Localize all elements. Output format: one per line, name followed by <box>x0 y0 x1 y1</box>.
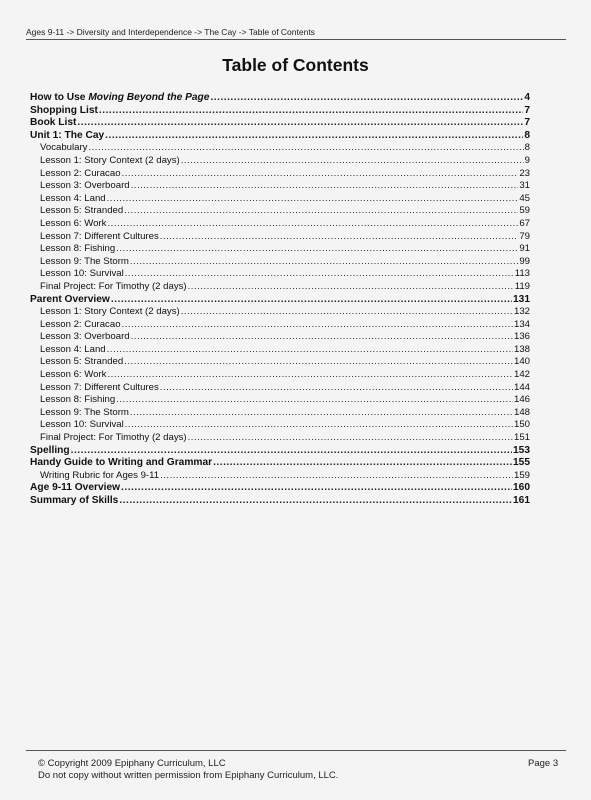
toc-entry <box>30 117 530 130</box>
dot-leader <box>99 105 523 118</box>
dot-leader <box>107 344 513 357</box>
toc-entry-title <box>30 105 98 118</box>
toc-entry <box>30 281 530 294</box>
toc-entry-text: Writing Rubric for Ages 9-11 <box>40 469 160 481</box>
toc-page-number: 134 <box>513 318 530 330</box>
toc-entry-text: Lesson 3: Overboard <box>40 180 130 192</box>
toc-entry-text: Lesson 9: The Storm <box>40 255 129 267</box>
toc-page-number: 4 <box>524 92 530 103</box>
toc-entry <box>30 155 530 168</box>
toc-entry <box>30 130 530 143</box>
page-number: Page 3 <box>528 758 559 769</box>
toc-entry <box>30 331 530 344</box>
toc-entry-title <box>40 281 187 294</box>
dot-leader <box>116 243 518 256</box>
toc-entry <box>30 495 530 508</box>
dot-leader <box>71 445 512 458</box>
dot-leader <box>130 407 513 420</box>
toc-page-number: 99 <box>519 255 530 267</box>
copy-notice: Do not copy without written permission from Epiphany Curriculum, LLC. <box>38 770 339 781</box>
toc-page-number: 146 <box>513 394 530 406</box>
toc-entry-italic-text: Moving Beyond the Page <box>88 92 210 103</box>
toc-entry <box>30 319 530 332</box>
toc-entry-title <box>40 470 159 483</box>
toc-page-number: 113 <box>514 268 530 280</box>
toc-entry-text: Vocabulary <box>40 142 88 154</box>
toc-entry-title <box>40 155 180 168</box>
toc-entry-title <box>40 268 124 281</box>
toc-entry <box>30 180 530 193</box>
toc-entry-title <box>30 482 120 495</box>
toc-entry-title <box>30 495 118 508</box>
toc-page-number: 140 <box>513 356 530 368</box>
toc-entry <box>30 306 530 319</box>
dot-leader <box>124 356 513 369</box>
toc-entry-title <box>40 205 123 218</box>
toc-entry-text: Lesson 4: Land <box>40 343 106 355</box>
toc-entry-text: Lesson 10: Survival <box>40 268 124 280</box>
toc-entry-text: Lesson 1: Story Context (2 days) <box>40 306 180 318</box>
toc-page-number: 153 <box>513 444 530 456</box>
toc-entry <box>30 168 530 181</box>
toc-entry-title <box>40 256 129 269</box>
toc-entry <box>30 344 530 357</box>
toc-page-number: 59 <box>519 205 530 217</box>
dot-leader <box>160 470 513 483</box>
toc-entry-text: Spelling <box>30 444 70 456</box>
toc-page-number: 7 <box>524 104 530 116</box>
toc-entry-text: Lesson 4: Land <box>40 192 106 204</box>
footer-divider <box>26 750 566 751</box>
dot-leader <box>124 205 518 218</box>
toc-entry-text: Lesson 10: Survival <box>40 419 124 431</box>
toc-entry <box>30 92 530 105</box>
dot-leader <box>119 495 512 508</box>
toc-entry-text: Lesson 7: Different Cultures <box>40 230 159 242</box>
toc-page-number: 131 <box>513 293 530 305</box>
toc-entry-title <box>40 218 106 231</box>
toc-page-number: 8 <box>524 129 530 141</box>
toc-entry-text: Handy Guide to Writing and Grammar <box>30 457 213 469</box>
toc-page-number: 119 <box>514 280 530 292</box>
toc-page-number: 79 <box>519 230 530 242</box>
dot-leader <box>88 142 523 155</box>
copyright-text: © Copyright 2009 Epiphany Curriculum, LLC <box>38 758 226 769</box>
dot-leader <box>188 281 514 294</box>
dot-leader <box>130 256 518 269</box>
toc-entry <box>30 105 530 118</box>
toc-entry-title <box>30 445 70 458</box>
toc-entry-title <box>40 419 124 432</box>
page-title: Table of Contents <box>222 55 369 75</box>
toc-entry-title <box>40 344 106 357</box>
dot-leader <box>125 419 513 432</box>
toc-entry-title <box>40 319 121 332</box>
toc-entry-title <box>40 432 187 445</box>
toc-entry-text: Lesson 8: Fishing <box>40 243 116 255</box>
toc-entry-text: Lesson 3: Overboard <box>40 331 130 343</box>
dot-leader <box>116 394 513 407</box>
toc-page-number: 91 <box>519 243 530 255</box>
toc-entry <box>30 369 530 382</box>
toc-entry <box>30 231 530 244</box>
toc-page-number: 67 <box>519 217 530 229</box>
toc-entry-text: Lesson 2: Curacao <box>40 318 121 330</box>
toc-entry-title <box>40 331 130 344</box>
table-of-contents <box>30 92 530 508</box>
toc-entry <box>30 218 530 231</box>
toc-entry-text: Lesson 1: Story Context (2 days) <box>40 154 180 166</box>
dot-leader <box>160 382 513 395</box>
dot-leader <box>210 92 523 105</box>
toc-entry-title <box>30 294 110 307</box>
toc-entry-text: Lesson 8: Fishing <box>40 394 116 406</box>
toc-page-number: 138 <box>513 343 530 355</box>
toc-entry <box>30 243 530 256</box>
toc-entry-text: Shopping List <box>30 104 98 116</box>
toc-page-number: 45 <box>519 192 530 204</box>
toc-entry-text: Lesson 5: Stranded <box>40 356 124 368</box>
toc-entry-title <box>40 193 106 206</box>
toc-entry <box>30 470 530 483</box>
toc-entry-text: Lesson 6: Work <box>40 369 107 381</box>
toc-entry <box>30 482 530 495</box>
toc-entry-text: Lesson 9: The Storm <box>40 406 129 418</box>
toc-page-number: 7 <box>524 117 530 129</box>
toc-page-number: 159 <box>513 469 530 481</box>
toc-entry <box>30 419 530 432</box>
toc-entry-title <box>40 168 121 181</box>
dot-leader <box>107 218 518 231</box>
toc-entry <box>30 205 530 218</box>
dot-leader <box>131 180 519 193</box>
toc-entry-text: Lesson 6: Work <box>40 217 107 229</box>
dot-leader <box>213 457 512 470</box>
toc-page-number: 23 <box>519 167 530 179</box>
toc-entry-title <box>40 231 159 244</box>
toc-entry <box>30 445 530 458</box>
toc-entry <box>30 142 530 155</box>
dot-leader <box>111 294 512 307</box>
toc-entry-title <box>40 407 129 420</box>
dot-leader <box>131 331 513 344</box>
toc-entry-text: Final Project: For Timothy (2 days) <box>40 280 187 292</box>
footer <box>38 758 338 782</box>
toc-entry-text: Book List <box>30 117 77 129</box>
toc-entry-text: Summary of Skills <box>30 495 119 506</box>
dot-leader <box>188 432 513 445</box>
toc-entry-text: Unit 1: The Cay <box>30 129 105 141</box>
dot-leader <box>125 268 514 281</box>
toc-page-number: 144 <box>513 381 530 393</box>
toc-entry-text: Parent Overview <box>30 293 110 305</box>
toc-page-number: 150 <box>513 419 530 431</box>
toc-page-number: 8 <box>524 142 530 154</box>
toc-page-number: 31 <box>519 180 530 192</box>
dot-leader <box>77 117 523 130</box>
dot-leader <box>107 193 519 206</box>
toc-page-number: 148 <box>513 406 530 418</box>
dot-leader <box>181 155 524 168</box>
dot-leader <box>122 168 519 181</box>
toc-entry <box>30 457 530 470</box>
toc-entry-text: Final Project: For Timothy (2 days) <box>40 432 187 444</box>
toc-page-number: 151 <box>513 432 530 444</box>
toc-entry-title <box>40 369 106 382</box>
toc-page-number: 132 <box>513 306 530 318</box>
toc-page-number: 155 <box>513 457 530 469</box>
toc-entry-title <box>40 180 130 193</box>
toc-entry-title <box>40 356 123 369</box>
toc-entry <box>30 193 530 206</box>
toc-entry-text: Lesson 2: Curacao <box>40 167 121 179</box>
toc-entry <box>30 407 530 420</box>
dot-leader <box>105 130 523 143</box>
toc-page-number: 9 <box>524 154 530 166</box>
toc-entry <box>30 356 530 369</box>
toc-page-number: 136 <box>513 331 530 343</box>
toc-entry <box>30 394 530 407</box>
toc-entry-text: How to Use <box>30 92 89 103</box>
toc-page-number: 160 <box>513 482 530 494</box>
toc-entry-title <box>30 457 212 470</box>
dot-leader <box>121 482 512 495</box>
toc-page-number: 142 <box>513 369 530 381</box>
toc-entry-text: Lesson 5: Stranded <box>40 205 124 217</box>
toc-entry-title <box>40 394 115 407</box>
dot-leader <box>107 369 513 382</box>
breadcrumb: Ages 9-11 -> Diversity and Interdependence -> The Cay -> Table of Contents <box>26 27 566 40</box>
toc-entry <box>30 382 530 395</box>
toc-entry-title <box>40 243 115 256</box>
dot-leader <box>122 319 513 332</box>
toc-entry-title <box>40 306 180 319</box>
toc-entry <box>30 294 530 307</box>
toc-entry-text: Lesson 7: Different Cultures <box>40 381 159 393</box>
toc-entry <box>30 432 530 445</box>
toc-entry-text: Age 9-11 Overview <box>30 482 121 494</box>
toc-entry-title <box>30 130 104 143</box>
dot-leader <box>181 306 513 319</box>
toc-entry-title <box>30 117 76 130</box>
dot-leader <box>160 231 519 244</box>
toc-entry-title <box>40 382 159 395</box>
toc-entry-title <box>40 142 87 155</box>
toc-page-number: 161 <box>513 495 530 506</box>
toc-entry <box>30 268 530 281</box>
toc-entry-title <box>30 92 209 105</box>
toc-entry <box>30 256 530 269</box>
